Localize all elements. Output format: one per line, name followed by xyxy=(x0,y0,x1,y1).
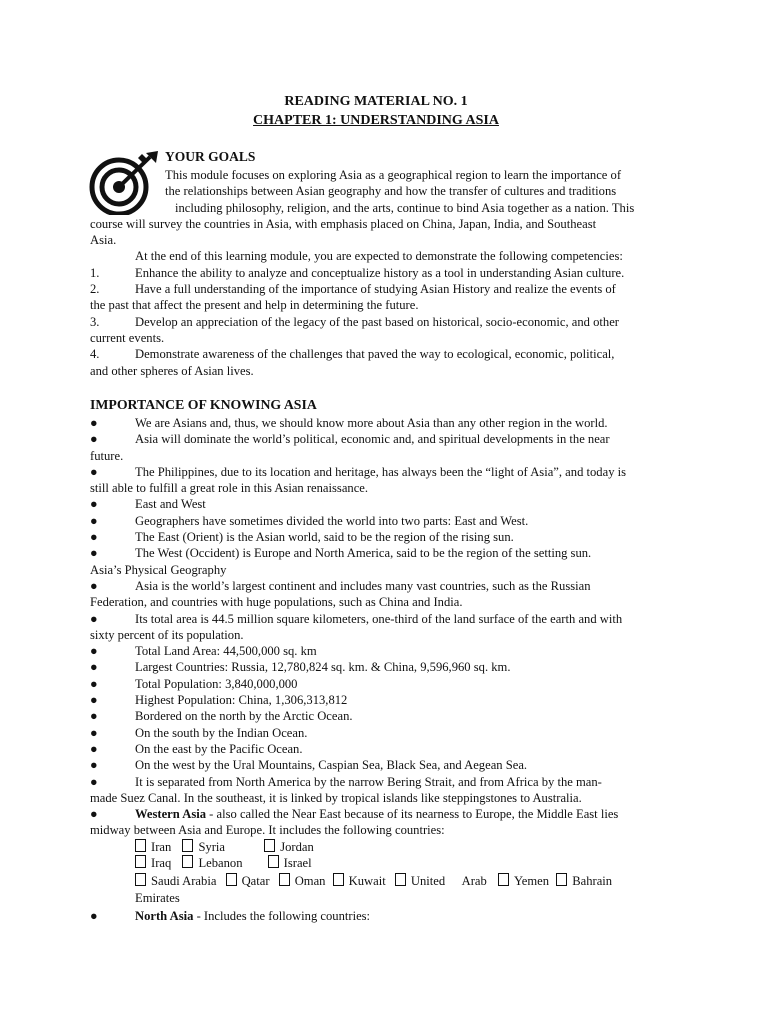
checkbox-icon xyxy=(498,873,509,886)
list-item: ● The East (Orient) is the Asian world, said to be the region of the rising sun. xyxy=(90,530,514,545)
checkbox-icon xyxy=(226,873,237,886)
checkbox-icon xyxy=(182,839,193,852)
list-item: ● Geographers have sometimes divided the world into two parts: East and West. xyxy=(90,513,529,528)
list-item: ● Highest Population: China, 1,306,313,812 xyxy=(90,693,348,708)
list-item: ● Asia will dominate the world’s political, economic and, and spiritual developments in the near xyxy=(90,432,610,447)
checkbox-icon xyxy=(264,839,275,852)
country-row: Iraq Lebanon Israel xyxy=(90,855,680,871)
list-item-north-asia: ● North Asia - Includes the following countries: xyxy=(90,908,371,923)
competency-item: 3. Develop an appreciation of the legacy of the past based on historical, socio-economic, and other xyxy=(90,314,619,329)
list-item: ● Its total area is 44.5 million square kilometers, one-third of the land surface of the earth and with xyxy=(90,611,623,626)
text-line: and other spheres of Asian lives. xyxy=(90,363,254,378)
checkbox-icon xyxy=(135,855,146,868)
checkbox-icon xyxy=(135,873,146,886)
list-item-western-asia: ● Western Asia - also called the Near East because of its nearness to Europe, the Middle East lies xyxy=(90,807,619,822)
checkbox-icon xyxy=(279,873,290,886)
list-item: ● Total Land Area: 44,500,000 sq. km xyxy=(90,644,317,659)
text-line: This module focuses on exploring Asia as a geographical region to learn the importance of xyxy=(165,168,622,182)
list-item: ● On the south by the Indian Ocean. xyxy=(90,725,308,740)
competency-item: 2. Have a full understanding of the importance of studying Asian History and realize the events of xyxy=(90,282,616,297)
goals-intro-paragraph xyxy=(90,167,680,379)
competency-intro: At the end of this learning module, you are expected to demonstrate the following competencies: xyxy=(135,249,623,264)
list-item: ● The Philippines, due to its location and heritage, has always been the “light of Asia”, and today is xyxy=(90,464,627,479)
text-line: the relationships between Asian geography and how the transfer of cultures and traditions xyxy=(165,184,617,199)
list-item: ● Bordered on the north by the Arctic Ocean. xyxy=(90,709,353,724)
text-line: midway between Asia and Europe. It includes the following countries: xyxy=(90,823,445,838)
text-line: current events. xyxy=(90,330,165,345)
text-line: including philosophy, religion, and the arts, continue to bind Asia together as a nation. This xyxy=(175,200,635,215)
competency-item: 1. Enhance the ability to analyze and conceptualize history as a tool in understanding Asian culture. xyxy=(90,265,625,280)
text-line: future. xyxy=(90,448,124,463)
text-line: sixty percent of its population. xyxy=(90,627,244,642)
checkbox-icon xyxy=(395,873,406,886)
text-line: still able to fulfill a great role in this Asian renaissance. xyxy=(90,481,369,496)
list-item: ● East and West xyxy=(90,497,206,512)
list-item: ● Total Population: 3,840,000,000 xyxy=(90,676,298,691)
list-item: ● We are Asians and, thus, we should know more about Asia than any other region in the world. xyxy=(90,416,608,430)
country-row: Emirates xyxy=(135,890,180,905)
list-item: ● On the west by the Ural Mountains, Caspian Sea, Black Sea, and Aegean Sea. xyxy=(90,758,528,773)
importance-list xyxy=(90,415,680,924)
checkbox-icon xyxy=(135,839,146,852)
list-item: ● Asia is the world’s largest continent and includes many vast countries, such as the Russian xyxy=(90,578,591,593)
competency-item: 4. Demonstrate awareness of the challenges that paved the way to ecological, economic, political, xyxy=(90,347,615,362)
text-line: the past that affect the present and help in determining the future. xyxy=(90,298,419,313)
physical-geography-heading: Asia’s Physical Geography xyxy=(90,562,227,577)
list-item: ● On the east by the Pacific Ocean. xyxy=(90,741,303,756)
list-item: ● The West (Occident) is Europe and North America, said to be the region of the setting sun. xyxy=(90,546,592,561)
text-line: course will survey the countries in Asia, with emphasis placed on China, Japan, India, and Southeast xyxy=(90,216,597,231)
checkbox-icon xyxy=(556,873,567,886)
text-line: made Suez Canal. In the southeast, it is linked by tropical islands like steppingstones to Australia. xyxy=(90,790,582,805)
country-row: Iran Syria Jordan xyxy=(90,839,680,855)
checkbox-icon xyxy=(333,873,344,886)
text-line: Federation, and countries with huge populations, such as China and India. xyxy=(90,595,463,610)
text-line: Asia. xyxy=(90,233,117,248)
country-row: Saudi Arabia Qatar Oman Kuwait United Arab Yemen Bahrain xyxy=(90,873,680,889)
importance-heading: IMPORTANCE OF KNOWING ASIA xyxy=(90,397,317,412)
reading-material-title: READING MATERIAL NO. 1 xyxy=(284,94,468,109)
checkbox-icon xyxy=(182,855,193,868)
chapter-title: CHAPTER 1: UNDERSTANDING ASIA xyxy=(253,113,499,128)
list-item: ● It is separated from North America by the narrow Bering Strait, and from Africa by the man- xyxy=(90,774,602,789)
list-item: ● Largest Countries: Russia, 12,780,824 sq. km. & China, 9,596,960 sq. km. xyxy=(90,660,511,675)
your-goals-heading: YOUR GOALS xyxy=(165,149,256,164)
checkbox-icon xyxy=(268,855,279,868)
